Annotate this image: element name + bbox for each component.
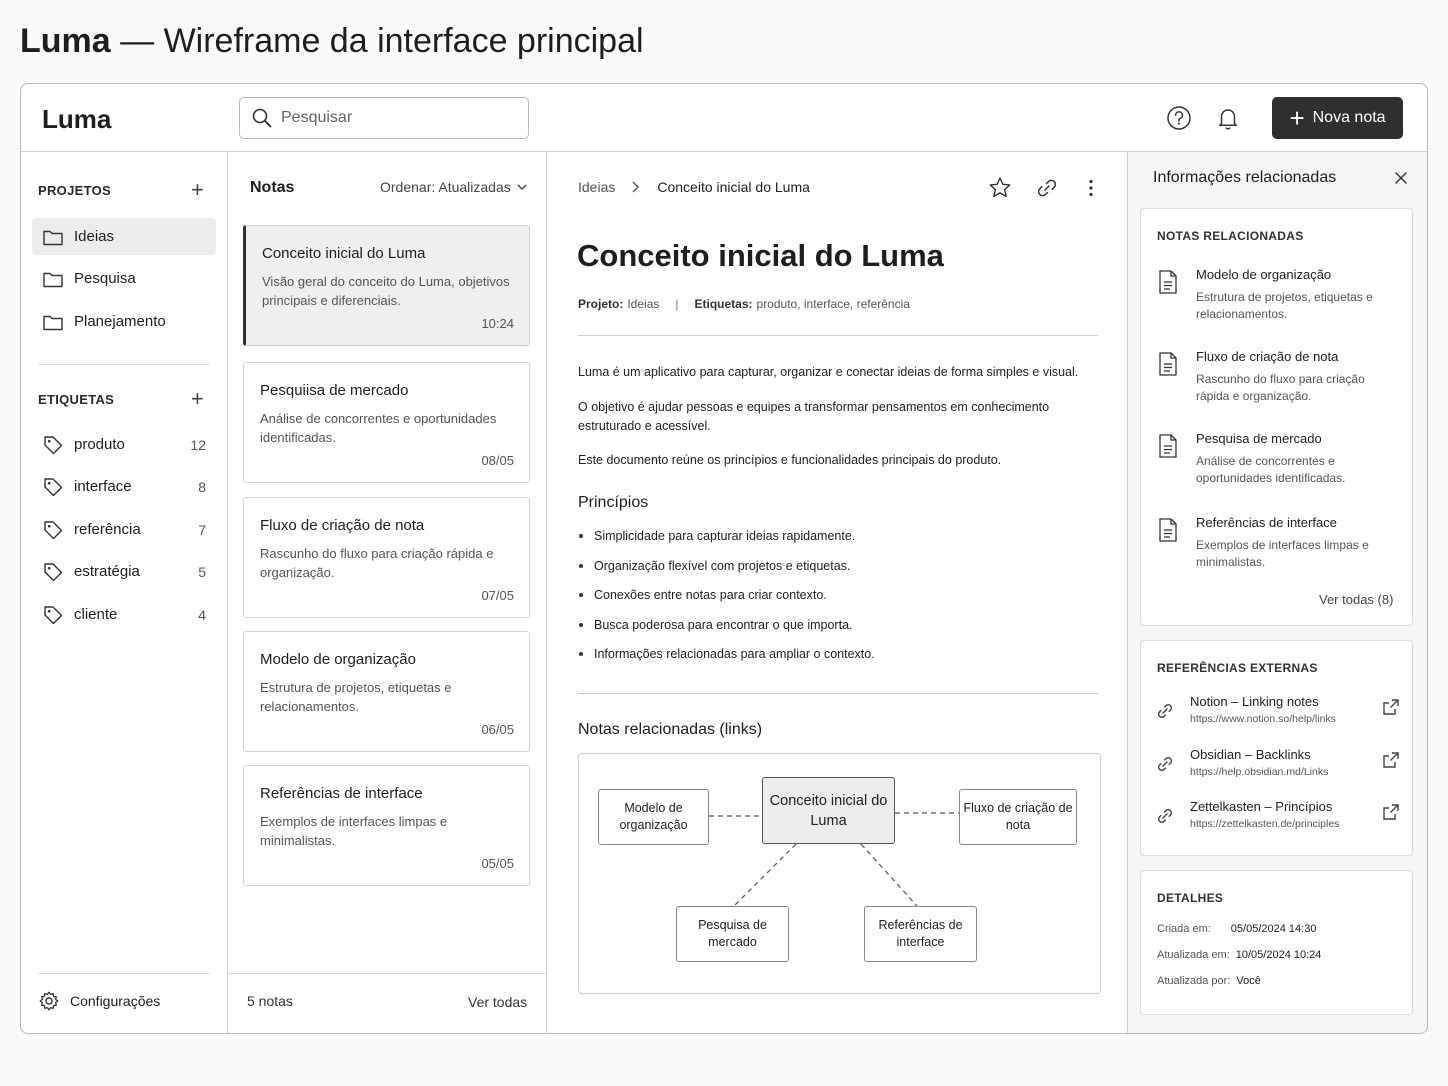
new-note-label: Nova nota: [1312, 109, 1386, 126]
note-card[interactable]: [243, 225, 530, 346]
note-desc: Estrutura de projetos, etiquetas e relacionamentos.: [260, 680, 452, 714]
breadcrumb-current: Conceito inicial do Luma: [657, 179, 810, 195]
list-item: Organização flexível com projetos e etiquetas.: [578, 557, 1098, 587]
sidebar-item-label: Planejamento: [74, 313, 166, 330]
tag-count: 12: [190, 436, 206, 453]
app-logo: Luma: [42, 104, 112, 134]
list-item: Busca poderosa para encontrar o que importa.: [578, 616, 1098, 646]
help-icon[interactable]: [1166, 105, 1192, 131]
tag-label: referência: [74, 521, 141, 538]
folder-icon: [42, 226, 64, 248]
add-project-button[interactable]: +: [191, 177, 204, 202]
sidebar-item-label: Pesquisa: [74, 270, 136, 287]
tag-count: 4: [198, 606, 206, 623]
tag-count: 7: [198, 521, 206, 538]
note-title: Modelo de organização: [260, 651, 416, 668]
related-notes-title: NOTAS RELACIONADAS: [1157, 229, 1304, 243]
settings-label: Configurações: [70, 993, 161, 1009]
note-card[interactable]: [243, 497, 530, 618]
tag-count: 8: [198, 478, 206, 495]
meta-separator: |: [675, 297, 679, 311]
page-heading-rest: — Wireframe da interface principal: [110, 22, 644, 60]
folder-icon: [42, 268, 64, 290]
breadcrumb: [578, 179, 810, 195]
document-paragraph: O objetivo é ajudar pessoas e equipes a transformar pensamentos em conhecimento estruturado e acessível.: [578, 400, 1050, 433]
related-note-desc: Estrutura de projetos, etiquetas e relacionamentos.: [1196, 290, 1373, 321]
sidebar-item-label: Ideias: [74, 228, 115, 245]
top-bar: [21, 84, 1427, 152]
gear-icon: [38, 990, 60, 1012]
details-box: [1140, 870, 1413, 1015]
related-note-item[interactable]: [1157, 349, 1402, 409]
search-box[interactable]: [239, 97, 529, 139]
breadcrumb-item[interactable]: Ideias: [578, 179, 616, 195]
note-card[interactable]: [243, 765, 530, 886]
detail-value: 10/05/2024 10:24: [1235, 949, 1322, 961]
note-date: 06/05: [481, 722, 514, 737]
related-note-item[interactable]: [1157, 515, 1402, 575]
notes-list-panel: [228, 152, 547, 1034]
note-date: 07/05: [481, 588, 514, 603]
chevron-right-icon: [631, 180, 641, 194]
note-title: Pesquiisa de mercado: [260, 382, 409, 399]
sidebar-item-planejamento[interactable]: [32, 303, 216, 340]
list-item: Conexões entre notas para criar contexto.: [578, 586, 1098, 616]
document-meta: [578, 297, 910, 311]
note-title: Referências de interface: [260, 785, 423, 802]
details-title: DETALHES: [1157, 891, 1224, 905]
document-icon: [1157, 269, 1179, 295]
meta-tags-label: Etiquetas:: [694, 297, 753, 311]
close-icon[interactable]: [1392, 169, 1410, 187]
related-note-title: Fluxo de criação de nota: [1196, 349, 1339, 364]
note-desc: Análise de concorrentes e oportunidades identificadas.: [260, 411, 497, 445]
meta-tags[interactable]: produto, interface, referência: [756, 297, 910, 311]
note-date: 08/05: [481, 453, 514, 468]
graph-node-left[interactable]: Modelo de organização: [598, 789, 709, 845]
detail-row: [1157, 949, 1321, 961]
external-link-icon[interactable]: [1382, 751, 1400, 769]
notes-footer-divider: [228, 973, 546, 974]
external-references-title: REFERÊNCIAS EXTERNAS: [1157, 661, 1318, 675]
related-note-item[interactable]: [1157, 431, 1402, 491]
external-link-icon[interactable]: [1382, 803, 1400, 821]
add-tag-button[interactable]: +: [191, 386, 204, 411]
sort-label: Ordenar: Atualizadas: [380, 179, 511, 195]
related-note-desc: Exemplos de interfaces limpas e minimalistas.: [1196, 538, 1369, 569]
link-icon: [1155, 806, 1175, 826]
link-icon[interactable]: [1034, 175, 1060, 201]
related-notes-box: [1140, 208, 1413, 626]
star-icon[interactable]: [987, 175, 1013, 201]
page-heading-brand: Luma: [20, 22, 111, 60]
external-link-title: Notion – Linking notes: [1190, 694, 1319, 709]
external-link-url: https://www.notion.so/help/links: [1190, 713, 1336, 725]
tag-icon: [42, 434, 64, 456]
sidebar-tag-estrategia[interactable]: [32, 553, 216, 590]
note-card[interactable]: [243, 362, 530, 483]
detail-label: Atualizada em:: [1157, 949, 1230, 961]
note-date: 05/05: [481, 856, 514, 871]
search-input[interactable]: [281, 109, 511, 127]
graph-node-bottom-right[interactable]: Referências de interface: [864, 906, 977, 962]
chevron-down-icon: [515, 180, 529, 194]
graph-node-bottom-left[interactable]: Pesquisa de mercado: [676, 906, 789, 962]
bell-icon[interactable]: [1215, 105, 1241, 131]
document-icon: [1157, 433, 1179, 459]
more-vertical-icon[interactable]: [1078, 175, 1104, 201]
detail-row: [1157, 975, 1261, 987]
sidebar-tag-cliente[interactable]: [32, 596, 216, 633]
tags-title: ETIQUETAS: [38, 392, 115, 407]
page-heading: [20, 22, 644, 61]
external-link-title: Obsidian – Backlinks: [1190, 747, 1311, 762]
document-icon: [1157, 517, 1179, 543]
graph-node-center[interactable]: Conceito inicial do Luma: [762, 777, 895, 844]
detail-value: 05/05/2024 14:30: [1230, 923, 1317, 935]
see-all-related-link[interactable]: Ver todas (8): [1319, 592, 1394, 607]
meta-project[interactable]: Ideias: [627, 297, 660, 311]
sidebar-tag-interface[interactable]: [32, 468, 216, 505]
external-link-url: https://help.obsidian.md/Links: [1190, 766, 1329, 778]
note-desc: Visão geral do conceito do Luma, objetivos principais e diferenciais.: [262, 274, 510, 308]
tag-icon: [42, 519, 64, 541]
meta-project-label: Projeto:: [578, 297, 624, 311]
related-note-desc: Rascunho do fluxo para criação rápida e organização.: [1196, 372, 1365, 403]
note-desc: Exemplos de interfaces limpas e minimalistas.: [260, 814, 448, 848]
external-link-icon[interactable]: [1382, 698, 1400, 716]
notes-count: 5 notas: [247, 993, 293, 1009]
tag-icon: [42, 561, 64, 583]
note-desc: Rascunho do fluxo para criação rápida e organização.: [260, 546, 494, 580]
app-window: [20, 83, 1428, 1034]
detail-label: Criada em:: [1157, 923, 1211, 935]
tag-label: interface: [74, 478, 132, 495]
document-divider: [578, 335, 1098, 336]
document-panel: [547, 152, 1128, 1034]
search-icon: [252, 108, 272, 128]
link-icon: [1155, 754, 1175, 774]
sidebar: [21, 152, 228, 1034]
notes-title: Notas: [250, 179, 295, 196]
sidebar-footer-divider: [38, 973, 210, 974]
tag-count: 5: [198, 563, 206, 580]
graph-node-right[interactable]: Fluxo de criação de nota: [959, 789, 1077, 845]
detail-row: [1157, 923, 1316, 935]
principles-heading: Princípios: [578, 494, 649, 511]
external-link-title: Zettelkasten – Princípios: [1190, 799, 1333, 814]
related-note-item[interactable]: [1157, 267, 1402, 327]
tag-icon: [42, 604, 64, 626]
folder-icon: [42, 311, 64, 333]
plus-icon: +: [1289, 103, 1305, 133]
sort-dropdown[interactable]: [380, 179, 529, 195]
document-icon: [1157, 351, 1179, 377]
external-link-item[interactable]: [1155, 694, 1400, 734]
sidebar-tag-produto[interactable]: [32, 426, 216, 463]
list-item: Simplicidade para capturar ideias rapidamente.: [578, 527, 1098, 557]
tag-label: produto: [74, 436, 125, 453]
sidebar-tag-referencia[interactable]: [32, 511, 216, 548]
related-note-title: Modelo de organização: [1196, 267, 1332, 282]
related-info-panel: [1128, 152, 1428, 1034]
tag-icon: [42, 476, 64, 498]
links-graph: [578, 753, 1101, 994]
see-all-notes-link[interactable]: Ver todas: [468, 994, 528, 1010]
sidebar-item-pesquisa[interactable]: [32, 260, 216, 297]
sidebar-divider: [38, 364, 210, 365]
external-link-item[interactable]: [1155, 747, 1400, 787]
document-paragraph: Este documento reúne os princípios e funcionalidades principais do produto.: [578, 453, 1002, 467]
external-link-item[interactable]: [1155, 799, 1400, 839]
related-note-title: Referências de interface: [1196, 515, 1337, 530]
document-divider: [578, 693, 1098, 694]
links-heading: Notas relacionadas (links): [578, 721, 763, 738]
tag-label: estratégia: [74, 563, 140, 580]
sidebar-item-ideias[interactable]: [32, 218, 216, 255]
list-item: Informações relacionadas para ampliar o contexto.: [578, 645, 1098, 675]
note-title: Fluxo de criação de nota: [260, 517, 425, 534]
settings-button[interactable]: [38, 990, 160, 1012]
detail-label: Atualizada por:: [1157, 975, 1231, 987]
external-references-box: [1140, 640, 1413, 856]
related-panel-title: Informações relacionadas: [1153, 169, 1337, 186]
external-link-url: https://zettelkasten.de/principles: [1190, 818, 1340, 830]
link-icon: [1155, 701, 1175, 721]
tag-label: cliente: [74, 606, 118, 623]
document-title: Conceito inicial do Luma: [577, 238, 944, 273]
note-card[interactable]: [243, 631, 530, 752]
note-title: Conceito inicial do Luma: [262, 245, 426, 262]
detail-value: Você: [1236, 975, 1261, 987]
principles-list: [578, 527, 1098, 675]
document-paragraph: Luma é um aplicativo para capturar, organizar e conectar ideias de forma simples e visual.: [578, 365, 1079, 379]
related-note-title: Pesquisa de mercado: [1196, 431, 1322, 446]
note-date: 10:24: [481, 316, 514, 331]
related-note-desc: Análise de concorrentes e oportunidades identificadas.: [1196, 454, 1346, 485]
projects-title: PROJETOS: [38, 183, 111, 198]
new-note-button[interactable]: [1272, 97, 1403, 139]
